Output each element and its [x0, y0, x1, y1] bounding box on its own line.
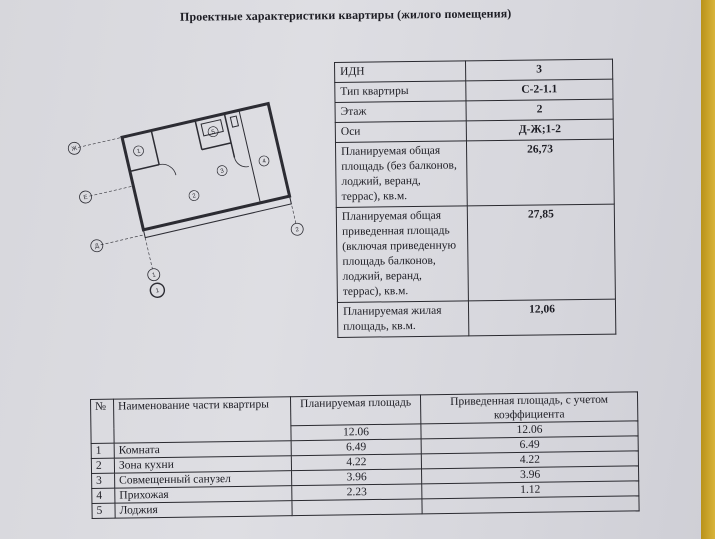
section-marker-label: 1 [155, 287, 160, 295]
axis-label-d: Д [94, 243, 100, 251]
room-num: 4 [92, 488, 115, 503]
room-num: 1 [91, 443, 114, 458]
plan-fixture [230, 116, 238, 127]
room-name: Лоджия [115, 501, 292, 518]
binder-edge [701, 0, 715, 539]
room-reduced: 1.12 [422, 481, 639, 499]
char-value: 3 [465, 59, 612, 81]
axis-line [78, 137, 122, 147]
room-area: 6.49 [291, 439, 421, 456]
total-reduced: 12.06 [421, 421, 638, 439]
plan-wall [151, 131, 159, 165]
room-label: 3 [220, 168, 225, 175]
room-name: Совмещенный санузел [115, 471, 292, 488]
char-label: Планируемая общая приведенная площадь (включая приведенную площадь балконов, лоджий, веранд, террас), кв.м. [336, 206, 468, 303]
plan-wall [239, 110, 260, 203]
room-label: 4 [261, 158, 267, 166]
room-reduced: 6.49 [421, 436, 638, 454]
axis-line [89, 186, 133, 196]
axis-line [145, 238, 152, 269]
document-title: Проектные характеристики квартиры (жилого помещения) [179, 6, 512, 24]
col-header-num: № [91, 399, 115, 443]
col-header-area: Планируемая площадь [290, 395, 420, 426]
room-reduced [422, 496, 639, 514]
plan-door-arc [234, 155, 248, 169]
room-label: 5 [211, 129, 216, 136]
col-header-reduced: Приведенная площадь, с учетом коэффициента [420, 392, 637, 424]
axis-label-zh: Ж [71, 145, 78, 153]
room-reduced: 4.22 [421, 451, 638, 469]
room-label: 2 [191, 193, 197, 200]
room-name: Комната [114, 441, 291, 458]
room-label: 1 [136, 148, 142, 156]
char-value: 26,73 [466, 139, 614, 206]
room-reduced: 3.96 [422, 466, 639, 484]
plan-wall [224, 114, 234, 158]
room-name: Зона кухни [114, 456, 291, 473]
char-label: Тип квартиры [335, 81, 466, 103]
plan-wall [202, 143, 231, 150]
rooms-table [90, 391, 640, 519]
room-area: 4.22 [291, 454, 421, 471]
char-label: Этаж [335, 101, 466, 123]
axis-label-2: 2 [295, 226, 300, 234]
room-num: 2 [91, 458, 114, 473]
axis-label-1: 1 [151, 272, 157, 279]
floor-plan [71, 76, 320, 296]
char-label: Оси [335, 121, 466, 143]
axis-line [101, 235, 145, 245]
room-area: 3.96 [292, 469, 422, 486]
char-label: ИДН [335, 61, 466, 83]
char-value: С-2-1.1 [466, 79, 613, 101]
characteristics-table [334, 59, 616, 338]
room-area [292, 499, 422, 516]
room-num: 5 [92, 503, 115, 518]
char-label: Планируемая жилая площадь, кв.м. [337, 301, 468, 338]
char-value: 2 [466, 99, 613, 121]
room-num: 3 [92, 473, 115, 488]
char-value: 27,85 [467, 204, 615, 301]
axis-label-e: Е [83, 194, 89, 202]
char-row [336, 204, 615, 302]
room-area: 2.23 [292, 484, 422, 501]
char-row [337, 299, 615, 337]
room-name: Прихожая [115, 486, 292, 503]
char-label: Планируемая общая площадь (без балконов, лоджий, веранд, террас), кв.м. [335, 141, 467, 208]
plan-door-arc [159, 161, 176, 178]
char-row [335, 139, 614, 207]
char-value: 12,06 [468, 299, 615, 336]
char-value: Д-Ж;1-2 [466, 119, 613, 141]
plan-wall [130, 165, 159, 172]
col-header-name: Наименование части квартиры [114, 397, 292, 443]
total-area: 12.06 [291, 424, 421, 441]
